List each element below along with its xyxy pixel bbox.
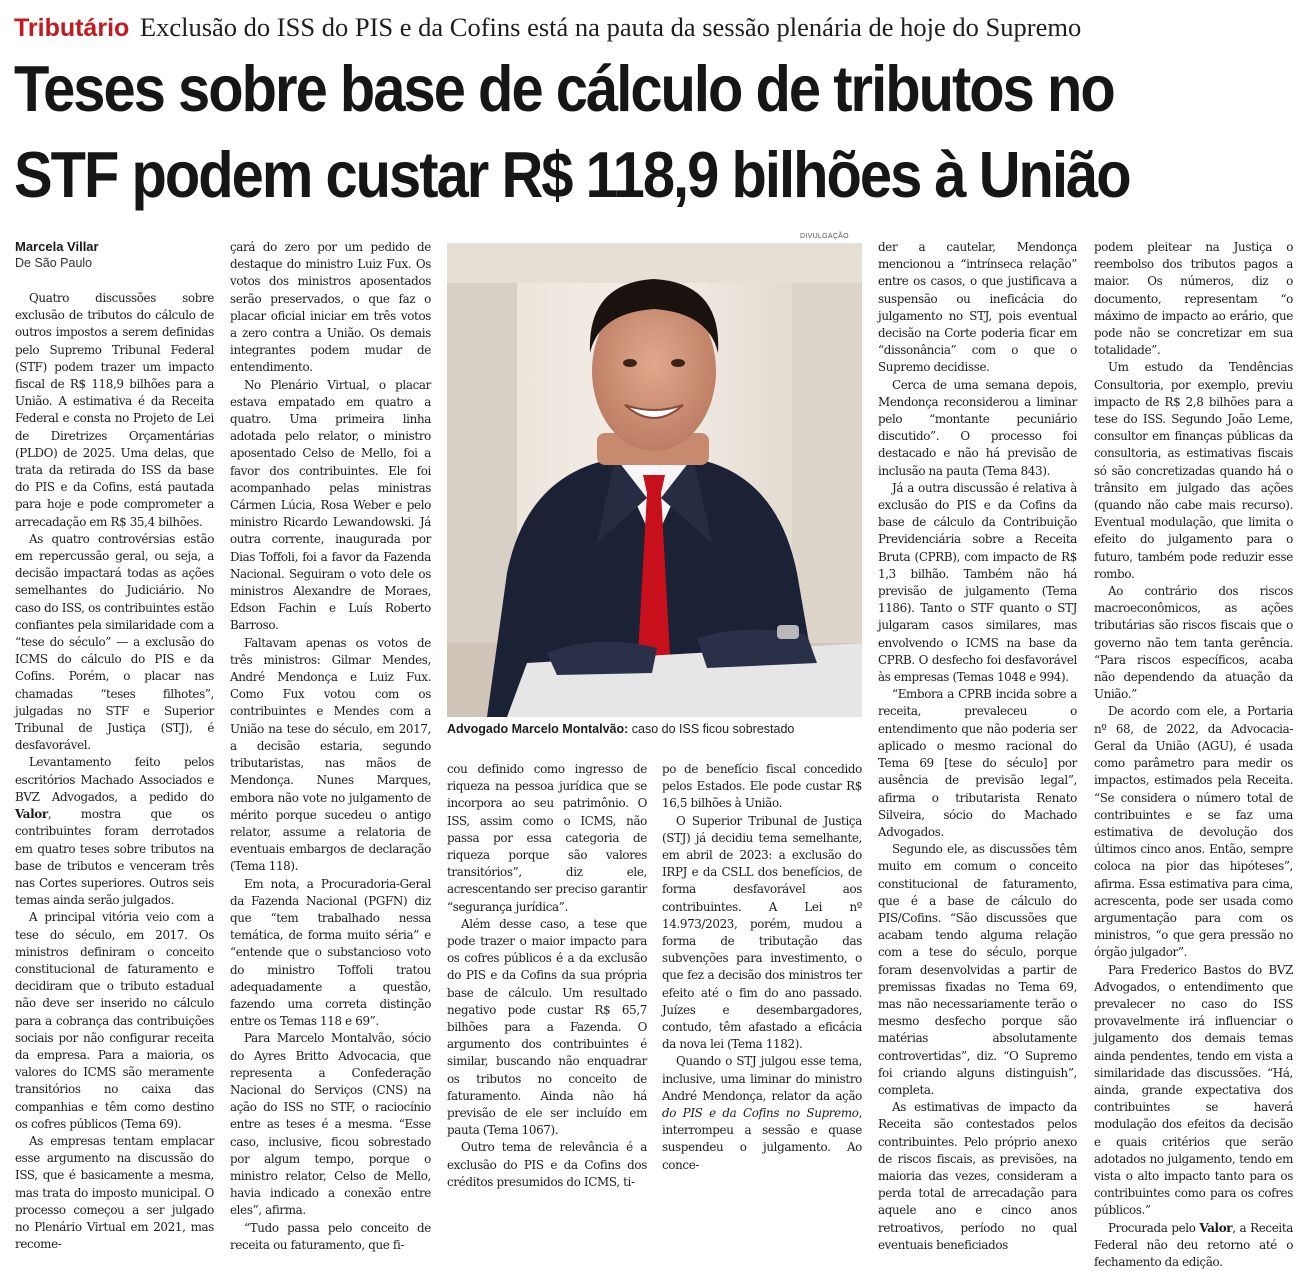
section-label: Tributário [14,14,130,42]
paragraph: Faltavam apenas os votos de três ministros: Gilmar Mendes, André Mendonça e Luiz Fux. Como Fux votou com os contribuintes e Mendes com a União na tese do século, em 2017, a decisão estaria, segundo tributaristas, nas mãos de Mendonça. Nunes Marques, embora não vote no julgamento de mérito porque sucedeu o antigo relator, assume a relatoria de eventuais embargos de declaração (Tema 118). [230,635,431,874]
kicker-text: Exclusão do ISS do PIS e da Cofins está na pauta da sessão plenária de hoje do Supremo [139,12,1082,42]
paragraph: Levantamento feito pelos escritórios Machado Associados e BVZ Advogados, a pedido do Valor, mostra que os contribuintes foram derrotados em quatro teses sobre tributos na base de tributos e venceram três nas Cortes superiores. Outros seis temas ainda serão julgados. [15,755,214,908]
paragraph: der a cautelar, Mendonça mencionou a “intrínseca relação” entre os casos, o que justificava a suspensão ou ineficácia do julgamento no STJ, pois eventual decisão na Corte poderia ficar em “dissonância” com o que o Supremo decidisse. [878,240,1077,375]
paragraph: As estimativas de impacto da Receita são contestados pelos contribuintes. Pelo próprio anexo de riscos fiscais, as previsões, na maioria das vezes, consideram a perda total de arrecadação para aquele ano e cinco anos retroativos, período no qual eventuais beneficiados [878,1100,1077,1252]
paragraph: Para Frederico Bastos do BVZ Advogados, o entendimento que prevalecer no caso do ISS provavelmente irá influenciar o julgamento dos demais temas ainda pendentes, tendo em vista a similaridade das discussões. “Há, ainda, grande expectativa dos contribuintes se haverá modulação dos efeitos da decisão e quais critérios que serão adotados no julgamento, tendo em vista o alto impacto tanto para os contribuintes como para os cofres públicos.” [1094,962,1293,1218]
article-column-2 [230,239,431,1254]
kicker [14,10,1299,45]
photo-credit: DIVULGAÇÃO [800,233,849,240]
caption-lead: Advogado Marcelo Montalvão: [447,722,629,736]
article-column-5 [878,239,1077,1254]
author-location: De São Paulo [15,256,93,270]
paragraph: Outro tema de relevância é a exclusão do PIS e da Cofins dos créditos presumidos do ICMS, ti- [447,1140,647,1189]
paragraph: Para Marcelo Montalvão, sócio do Ayres Britto Advocacia, que representa a Confederação Nacional do Serviços (CNS) na ação do ISS no STF, o raciocínio entre as teses é a mesma. “Esse caso, inclusive, ficou sobrestado por algum tempo, porque o ministro relator, Celso de Mello, havia indicado a conexão entre eles”, afirma. [230,1031,431,1218]
article-column-3 [447,761,647,1191]
article-column-6 [1094,239,1293,1271]
paragraph: Quando o STJ julgou esse tema, inclusive, uma liminar do ministro André Mendonça, relator da ação do PIS e da Cofins no Supremo, interrompeu a sessão e quase suspendeu o julgamento. Ao conce- [662,1054,862,1172]
headline-line-2: STF podem custar R$ 118,9 bilhões à União [14,138,1130,211]
paragraph: De acordo com ele, a Portaria nº 68, de 2022, da Advocacia-Geral da União (AGU), é usada como parâmetro para medir os impactos, estimados pela Receita. “Se considera o número total de contribuintes e se faz uma estimativa de devolução dos últimos cinco anos. Então, sempre coloca na pior das hipóteses”, afirma. Essa estimativa para cima, acrescenta, pode ser usada como argumentação para com os ministros, “o que gera pressão no órgão julgador”. [1094,704,1293,960]
paragraph: cou definido como ingresso de riqueza na pessoa jurídica que se incorpora ao seu patrimônio. O ISS, assim como o ICMS, não passa por essa categoria de riqueza porque são valores transitórios”, diz ele, acrescentando ser preciso garantir “segurança jurídica”. [447,762,647,914]
paragraph: As quatro controvérsias estão em repercussão geral, ou seja, a decisão impactará todas as ações semelhantes do Judiciário. No caso do ISS, os contribuintes estão confiantes pela similaridade com a “tese do século” — a exclusão do ICMS do cálculo do PIS e da Cofins. Porém, o placar nas chamadas “teses filhotes”, julgadas no STF e Superior Tribunal de Justiça (STJ), é desfavorável. [15,531,214,753]
paragraph: çará do zero por um pedido de destaque do ministro Luiz Fux. Os votos dos ministros aposentados serão preservados, o que faz o placar oficial iniciar em três votos a zero contra a União. Os demais integrantes podem mudar de entendimento. [230,240,431,375]
paragraph: Cerca de uma semana depois, Mendonça reconsiderou a liminar pelo “montante pecuniário discutido”. O processo foi destacado e não há previsão de inclusão na pauta (Tema 843). [878,377,1077,478]
paragraph: Em nota, a Procuradoria-Geral da Fazenda Nacional (PGFN) diz que “tem trabalhado nessa temática, de forma muito séria” e “entende que o substancioso voto do ministro Toffoli tratou adequadamente a questão, fazendo uma correta distinção entre os Temas 118 e 69”. [230,876,431,1029]
portrait-illustration [447,243,862,717]
author-name: Marcela Villar [15,239,99,254]
paragraph: As empresas tentam emplacar esse argumento na discussão do ISS, que é basicamente a mesma, mas trata do imposto municipal. O processo começou a ser julgado no Plenário Virtual em 2021, mas recome- [15,1133,214,1252]
caption-text: caso do ISS ficou sobrestado [628,722,795,736]
paragraph: podem pleitear na Justiça o reembolso dos tributos pagos a maior. Os números, diz o documento, representam “o máximo de impacto ao erário, que pode não se concretizar em sua totalidade”. [1094,240,1293,358]
paragraph: “Tudo passa pelo conceito de receita ou faturamento, que fi- [230,1220,431,1252]
paragraph: Segundo ele, as discussões têm muito em comum o conceito constitucional de faturamento, que é a base de cálculo do PIS/Cofins. “São discussões que acabam tendo alguma relação com a tese do século, porque foram desenvolvidas a partir de premissas fixadas no Tema 69, mas não necessariamente terão o mesmo desfecho porque são matérias absolutamente controvertidas”, diz. “O Supremo foi criando alguns distinguish”, completa. [878,842,1077,1097]
paragraph: Além desse caso, a tese que pode trazer o maior impacto para os cofres públicos é a da exclusão do PIS e da Cofins da sua própria base de cálculo. Um resultado negativo pode custar R$ 65,7 bilhões para a Fazenda. O argumento dos contribuintes é similar, buscando não enquadrar os tributos no conceito de faturamento. Ainda não há previsão de ele ser incluído em pauta (Tema 1067). [447,916,647,1138]
photo-caption [447,722,862,736]
paragraph: po de benefício fiscal concedido pelos Estados. Ele pode custar R$ 16,5 bilhões à União. [662,762,862,811]
paragraph: O Superior Tribunal de Justiça (STJ) já decidiu tema semelhante, em abril de 2023: a exclusão do IRPJ e da CSLL dos benefícios, de forma desfavorável aos contribuintes. A Lei nº 14.973/2023, porém, mudou a forma de tributação das subvenções para investimento, o que fez a decisão dos ministros ter efeito até o fim do ano passado. Juízes e desembargadores, contudo, têm afastado a eficácia da nova lei (Tema 1182). [662,813,862,1052]
portrait-photo [447,243,862,717]
headline [14,46,1304,218]
article-column-1 [15,290,214,1253]
paragraph: “Embora a CPRB incida sobre a receita, prevaleceu o entendimento que não poderia ser aplicado o mesmo racional do Tema 69 [tese do século] por ausência de previsão legal”, afirma o tributarista Renato Silveira, sócio do Machado Advogados. [878,687,1077,839]
byline [15,239,99,272]
paragraph: Procurada pelo Valor, a Receita Federal não deu retorno até o fechamento da edição. [1094,1220,1293,1269]
paragraph: Ao contrário dos riscos macroeconômicos, as ações tributárias são riscos fiscais que o governo não tem tanta gerência. “Para riscos específicos, acaba não dependendo da atuação da União.” [1094,584,1293,702]
article-column-4 [662,761,862,1174]
paragraph: Já a outra discussão é relativa à exclusão do PIS e da Cofins da base de cálculo da Contribuição Previdenciária sobre a Receita Bruta (CPRB), com impacto de R$ 1,3 bilhão. Também não há previsão de julgamento (Tema 1186). Tanto o STF quanto o STJ julgaram casos similares, mas envolvendo o ICMS na base da CPRB. O desfecho foi desfavorável às empresas (Temas 1048 e 994). [878,480,1077,685]
headline-line-1: Teses sobre base de cálculo de tributos no [14,52,1114,125]
paragraph: A principal vitória veio com a tese do século, em 2017. Os ministros definiram o conceito constitucional de faturamento e decidiram que o tributo estadual não deve ser inserido no cálculo para a cobrança das contribuições sociais por não configurar receita da empresa. Para a maioria, os valores do ICMS são meramente transitórios no caixa das companhias e têm como destino os cofres públicos (Tema 69). [15,910,214,1131]
paragraph: Um estudo da Tendências Consultoria, por exemplo, previu impacto de R$ 2,8 bilhões para a tese do ISS. Segundo João Leme, consultor em finanças públicas da consultoria, as estimativas fiscais só são concretizadas quando há o trânsito em julgado das ações (quando não cabe mais recurso). Eventual modulação, que limita o efeito do julgamento para o futuro, também pode reduzir esse rombo. [1094,360,1293,581]
paragraph: Quatro discussões sobre exclusão de tributos do cálculo de outros impostos a serem definidas pelo Supremo Tribunal Federal (STF) podem trazer um impacto fiscal de R$ 118,9 bilhões para a União. A estimativa é da Receita Federal e consta no Projeto de Lei de Diretrizes Orçamentárias (PLDO) de 2025. Uma delas, que trata da retirada do ISS da base do PIS e da Cofins, está pautada para hoje e pode comprometer a arrecadação em R$ 35,4 bilhões. [15,291,214,529]
paragraph: No Plenário Virtual, o placar estava empatado em quatro a quatro. Uma primeira linha adotada pelo relator, o ministro aposentado Celso de Mello, foi a favor dos contribuintes. Ele foi acompanhado pelas ministras Cármen Lúcia, Rosa Weber e pelo ministro Ricardo Lewandowski. Já outra corrente, inaugurada por Dias Toffoli, foi a favor da Fazenda Nacional. Seguiram o voto dele os ministros Alexandre de Moraes, Edson Fachin e Luís Roberto Barroso. [230,377,431,633]
